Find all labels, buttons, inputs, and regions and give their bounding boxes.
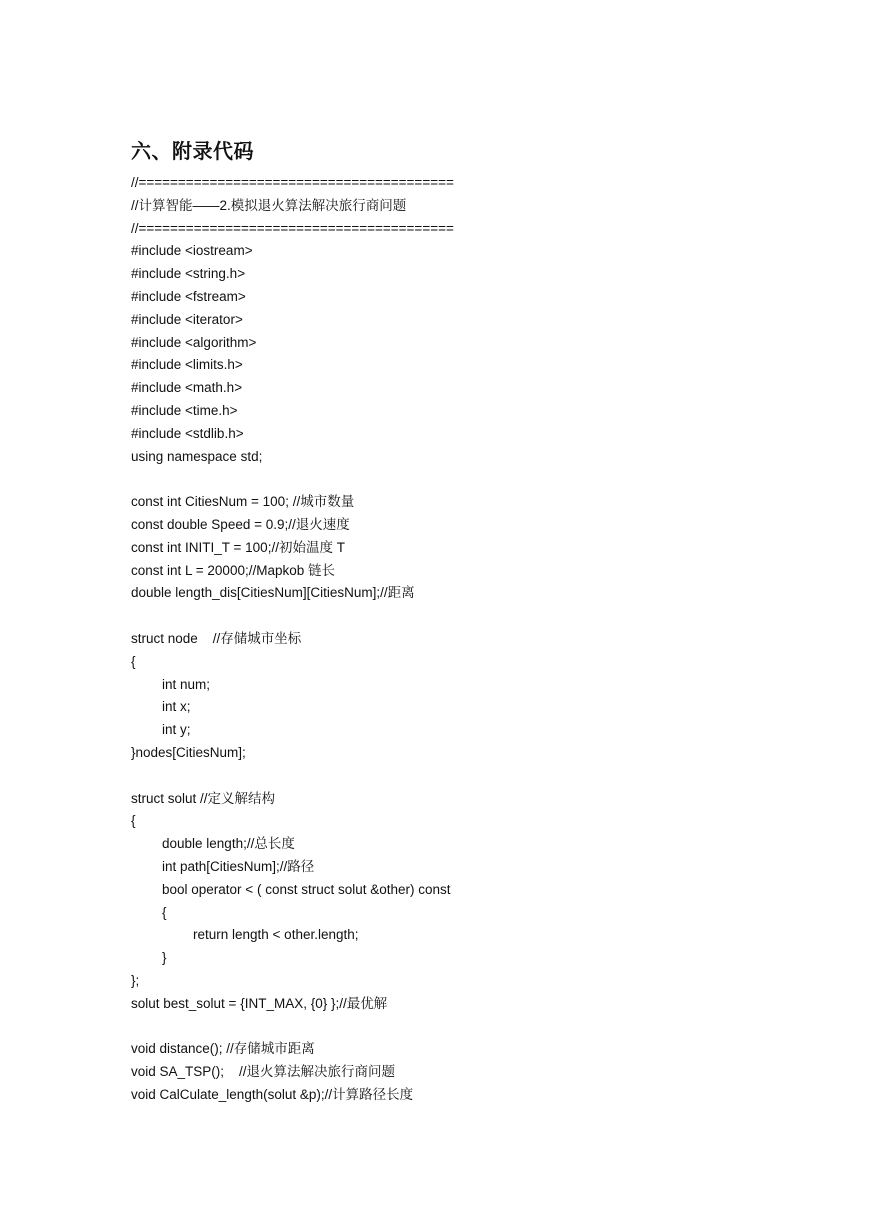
code-line: { [131, 813, 136, 829]
code-line: return length < other.length; [193, 927, 359, 943]
code-line: const int INITI_T = 100;//初始温度 T [131, 539, 345, 555]
blank-line [131, 1015, 831, 1038]
code-line: #include <algorithm> [131, 334, 257, 350]
code-line: #include <iterator> [131, 311, 243, 327]
code-line: double length_dis[CitiesNum][CitiesNum];//距离 [131, 585, 415, 601]
code-line: } [162, 950, 167, 966]
code-listing [131, 172, 831, 1107]
code-line: //======================================== [131, 220, 454, 236]
code-line: bool operator < ( const struct solut &other) const [162, 881, 451, 897]
code-line: void distance(); //存储城市距离 [131, 1041, 315, 1057]
blank-line [131, 605, 831, 628]
code-line: int path[CitiesNum];//路径 [162, 858, 315, 874]
code-line: #include <math.h> [131, 380, 243, 396]
code-line: const int CitiesNum = 100; //城市数量 [131, 494, 355, 510]
code-line: double length;//总长度 [162, 836, 295, 852]
code-line: int x; [162, 699, 191, 715]
code-line: const double Speed = 0.9;//退火速度 [131, 516, 350, 532]
code-line: void CalCulate_length(solut &p);//计算路径长度 [131, 1086, 414, 1102]
code-line: const int L = 20000;//Mapkob 链长 [131, 562, 335, 578]
code-line: #include <time.h> [131, 402, 238, 418]
code-line: struct node //存储城市坐标 [131, 630, 302, 646]
code-line: using namespace std; [131, 448, 263, 464]
code-line: //======================================== [131, 175, 454, 190]
section-heading: 六、附录代码 [131, 139, 254, 163]
code-line: }; [131, 972, 140, 988]
code-line: #include <iostream> [131, 243, 253, 259]
code-line: int y; [162, 722, 191, 738]
code-line: #include <stdlib.h> [131, 425, 244, 441]
code-line: #include <string.h> [131, 266, 246, 282]
blank-line [131, 468, 831, 491]
code-line: solut best_solut = {INT_MAX, {0} };//最优解 [131, 995, 388, 1011]
code-line: #include <limits.h> [131, 357, 243, 373]
document-page [131, 136, 831, 1107]
code-line: void SA_TSP(); //退火算法解决旅行商问题 [131, 1064, 396, 1080]
code-line: { [162, 904, 167, 920]
code-line: #include <fstream> [131, 288, 246, 304]
code-line: //计算智能——2.模拟退火算法解决旅行商问题 [131, 197, 407, 213]
code-line: }nodes[CitiesNum]; [131, 744, 246, 760]
code-line: int num; [162, 676, 211, 692]
code-line: { [131, 653, 136, 669]
code-line: struct solut //定义解结构 [131, 790, 276, 806]
blank-line [131, 765, 831, 788]
